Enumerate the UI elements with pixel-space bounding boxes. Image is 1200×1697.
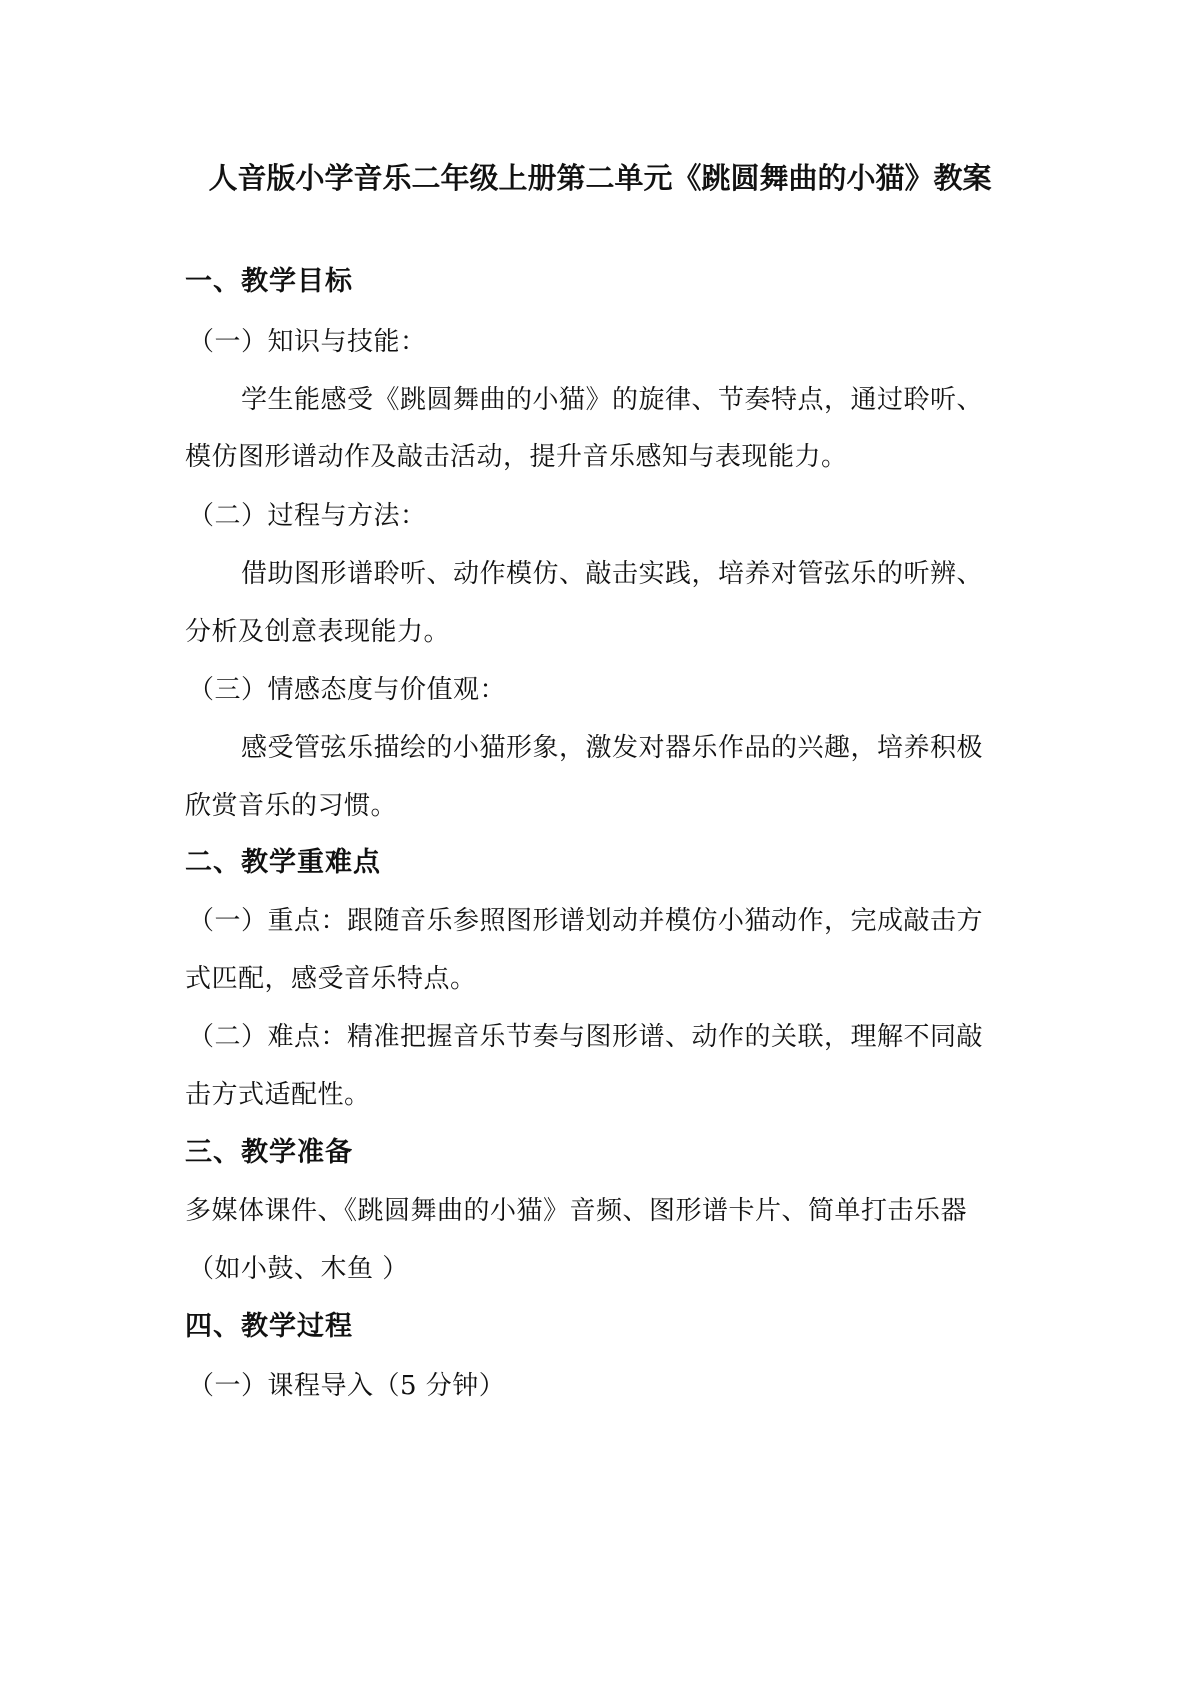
subheading-knowledge-skills: （一）知识与技能： (188, 327, 427, 357)
document-title: 人音版小学音乐二年级上册第二单元《跳圆舞曲的小猫》教案 (208, 161, 992, 195)
subheading-process-methods: （二）过程与方法： (188, 501, 427, 531)
paragraph-line: （二）难点：精准把握音乐节奏与图形谱、动作的关联，理解不同敲 (188, 1022, 984, 1052)
paragraph-line: 击方式适配性。 (185, 1080, 371, 1110)
paragraph-line: 感受管弦乐描绘的小猫形象，激发对器乐作品的兴趣，培养积极 (241, 733, 984, 763)
paragraph-line: 借助图形谱聆听、动作模仿、敲击实践，培养对管弦乐的听辨、 (241, 559, 984, 589)
section-heading-teaching-preparation: 三、教学准备 (185, 1137, 353, 1168)
section-heading-teaching-objectives: 一、教学目标 (185, 266, 353, 297)
paragraph-line: 分析及创意表现能力。 (185, 617, 451, 647)
paragraph-line: 式匹配，感受音乐特点。 (185, 964, 477, 994)
paragraph-line: （一）重点：跟随音乐参照图形谱划动并模仿小猫动作，完成敲击方 (188, 906, 984, 936)
subheading-emotion-values: （三）情感态度与价值观： (188, 675, 507, 705)
subheading-course-introduction: （一）课程导入（5 分钟） (188, 1371, 506, 1401)
section-heading-key-difficult-points: 二、教学重难点 (185, 847, 381, 878)
paragraph-line: （如小鼓、木鱼 ） (188, 1254, 409, 1284)
section-heading-teaching-process: 四、教学过程 (185, 1311, 353, 1342)
paragraph-line: 欣赏音乐的习惯。 (185, 791, 398, 821)
paragraph-line: 模仿图形谱动作及敲击活动，提升音乐感知与表现能力。 (185, 442, 848, 472)
paragraph-line: 学生能感受《跳圆舞曲的小猫》的旋律、节奏特点，通过聆听、 (241, 385, 984, 415)
paragraph-line: 多媒体课件、《跳圆舞曲的小猫》音频、图形谱卡片、简单打击乐器 (185, 1196, 968, 1226)
